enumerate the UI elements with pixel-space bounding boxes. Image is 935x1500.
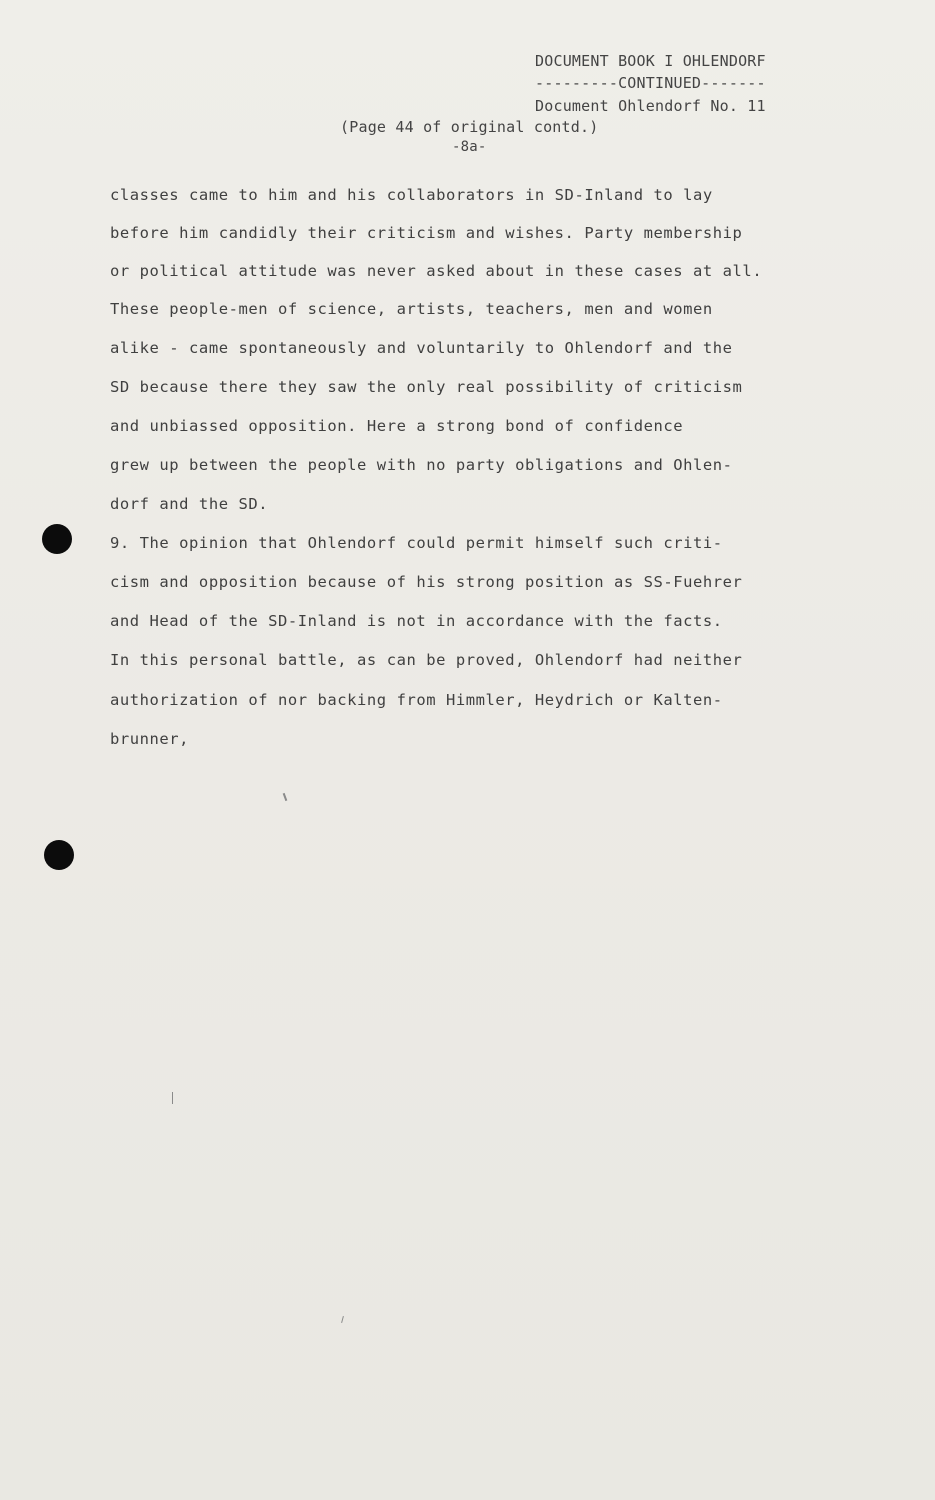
body-text-line: These people-men of science, artists, teachers, men and women: [110, 300, 713, 318]
continued-label: ---------CONTINUED-------: [535, 74, 766, 92]
body-text-line: dorf and the SD.: [110, 495, 269, 513]
body-text-line: alike - came spontaneously and voluntarily to Ohlendorf and the: [110, 339, 733, 357]
body-text-line: and Head of the SD-Inland is not in accordance with the facts.: [110, 612, 723, 630]
page-number: -8a-: [452, 139, 487, 155]
body-text-line: In this personal battle, as can be proved, Ohlendorf had neither: [110, 651, 743, 669]
body-text-line: before him candidly their criticism and wishes. Party membership: [110, 224, 743, 242]
body-text-line: brunner,: [110, 730, 190, 748]
original-page-reference: (Page 44 of original contd.): [340, 118, 599, 136]
punch-hole: [44, 840, 74, 870]
document-number: Document Ohlendorf No. 11: [535, 97, 766, 115]
paper-mark: [283, 793, 288, 801]
body-text-line: SD because there they saw the only real possibility of criticism: [110, 378, 743, 396]
document-book-title: DOCUMENT BOOK I OHLENDORF: [535, 52, 766, 70]
paper-mark: [341, 1316, 344, 1323]
body-text-line: and unbiassed opposition. Here a strong bond of confidence: [110, 417, 684, 435]
body-text-line: authorization of nor backing from Himmler, Heydrich or Kalten-: [110, 691, 723, 709]
body-text-line: cism and opposition because of his strong position as SS-Fuehrer: [110, 573, 743, 591]
paper-mark: [172, 1092, 173, 1104]
punch-hole: [42, 524, 72, 554]
body-text-line: grew up between the people with no party obligations and Ohlen-: [110, 456, 733, 474]
body-text-line: classes came to him and his collaborators in SD-Inland to lay: [110, 186, 713, 204]
body-text-line: or political attitude was never asked about in these cases at all.: [110, 262, 763, 280]
body-text-line: 9. The opinion that Ohlendorf could permit himself such criti-: [110, 534, 723, 552]
